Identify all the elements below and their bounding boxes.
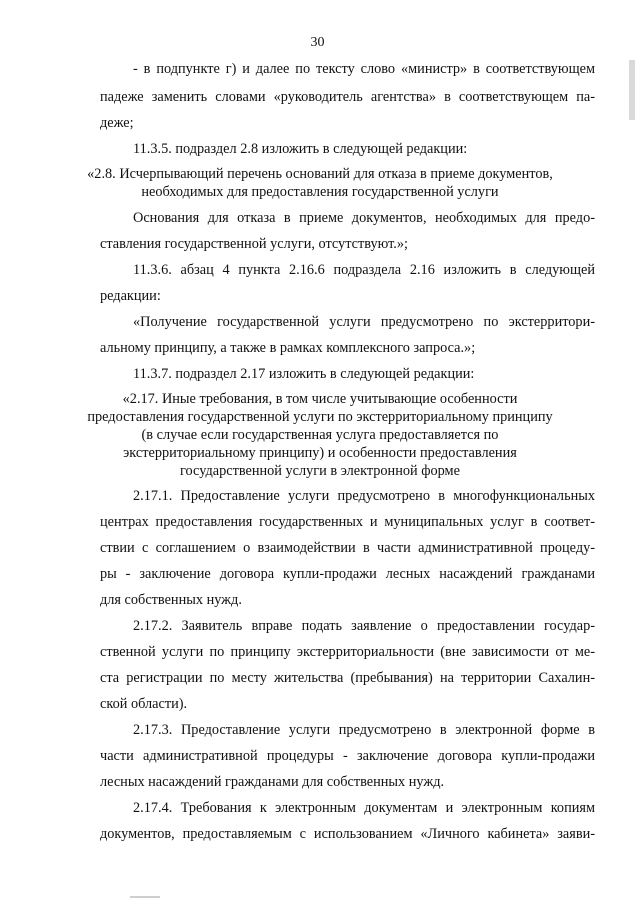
text-line: Основания для отказа в приеме документов, необходимых для предо-	[133, 210, 595, 226]
text-line: 2.17.2. Заявитель вправе подать заявление о предоставлении государ-	[133, 618, 595, 634]
text-line: ры - заключение договора купли-продажи лесных насаждений гражданами	[100, 566, 595, 582]
text-line: редакции:	[100, 288, 161, 304]
text-line: части административной процедуры - заключение договора купли-продажи	[100, 748, 595, 764]
text-line: 2.17.4. Требования к электронным документам и электронным копиям	[133, 800, 595, 816]
text-line: необходимых для предоставления государственной услуги	[141, 184, 499, 200]
text-line: 11.3.5. подраздел 2.8 изложить в следующей редакции:	[133, 141, 468, 157]
text-line: экстерриториальному принципу) и особенности предоставления	[123, 445, 517, 461]
text-line: «2.17. Иные требования, в том числе учитывающие особенности	[122, 391, 518, 407]
page-number: 30	[310, 35, 325, 50]
text-line: - в подпункте г) и далее по тексту слово «министр» в соответствующем	[133, 61, 595, 77]
text-line: центрах предоставления государственных и муниципальных услуг в соответ-	[100, 514, 595, 530]
text-line: ста регистрации по месту жительства (пребывания) на территории Сахалин-	[100, 670, 595, 686]
text-line: для собственных нужд.	[100, 592, 242, 608]
scan-edge-mark	[629, 60, 635, 120]
text-line: альному принципу, а также в рамках комплексного запроса.»;	[100, 340, 476, 356]
text-line: (в случае если государственная услуга предоставляется по	[141, 427, 499, 443]
text-line: ственной услуги по принципу экстерриториальности (вне зависимости от ме-	[100, 644, 595, 660]
text-line: 2.17.3. Предоставление услуги предусмотрено в электронной форме в	[133, 722, 595, 738]
text-line: деже;	[100, 115, 134, 131]
text-line: падеже заменить словами «руководитель агентства» в соответствующем па-	[100, 89, 595, 105]
text-line: 2.17.1. Предоставление услуги предусмотрено в многофункциональных	[133, 488, 595, 504]
text-line: «Получение государственной услуги предусмотрено по экстерритори-	[133, 314, 595, 330]
text-line: «2.8. Исчерпывающий перечень оснований для отказа в приеме документов,	[87, 166, 553, 182]
text-line: 11.3.6. абзац 4 пункта 2.16.6 подраздела 2.16 изложить в следующей	[133, 262, 595, 278]
text-line: предоставления государственной услуги по экстерриториальному принципу	[87, 409, 553, 425]
text-line: ской области).	[100, 696, 188, 712]
text-line: документов, предоставляемым с использованием «Личного кабинета» заяви-	[100, 826, 595, 842]
scan-smudge	[130, 896, 160, 898]
text-line: лесных насаждений гражданами для собственных нужд.	[100, 774, 445, 790]
text-line: государственной услуги в электронной форме	[180, 463, 460, 479]
text-line: 11.3.7. подраздел 2.17 изложить в следующей редакции:	[133, 366, 475, 382]
text-line: ствии с соглашением о взаимодействии в части административной процеду-	[100, 540, 595, 556]
text-line: ставления государственной услуги, отсутствуют.»;	[100, 236, 408, 252]
